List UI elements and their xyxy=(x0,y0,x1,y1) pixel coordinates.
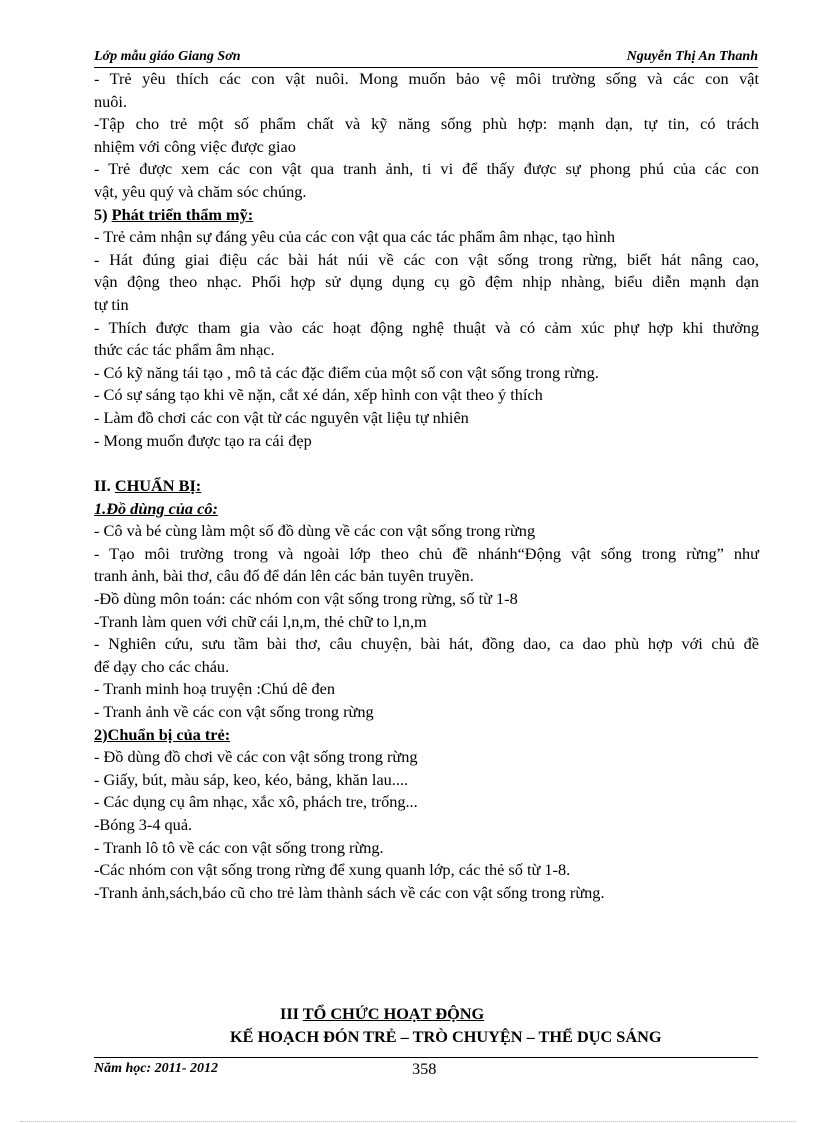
text-line: - Mong muốn được tạo ra cái đẹp xyxy=(94,430,312,450)
footer-school-year: Năm học: 2011- 2012 xyxy=(94,1061,219,1076)
header-school: Lớp mẫu giáo Giang Sơn xyxy=(94,49,241,64)
text-line: - Trẻ yêu thích các con vật nuôi. Mong muốn bảo vệ môi trường sống và các con vật xyxy=(94,69,759,88)
subsection-child-materials-title: 2)Chuẩn bị của trẻ: xyxy=(94,724,231,744)
text-line: nhiệm với công việc được giao xyxy=(94,136,296,156)
page-footer xyxy=(94,1061,758,1081)
text-line: - Giấy, bút, màu sáp, keo, kéo, bảng, khăn lau.... xyxy=(94,769,409,789)
page-number: 358 xyxy=(412,1059,437,1078)
text-line: - Làm đồ chơi các con vật từ các nguyên vật liệu tự nhiên xyxy=(94,407,469,427)
text-line: - Trẻ cảm nhận sự đáng yêu của các con vật qua các tác phẩm âm nhạc, tạo hình xyxy=(94,227,616,247)
text-line: tự tin xyxy=(94,294,129,314)
section-3-subtitle: KẾ HOẠCH ĐÓN TRẺ – TRÒ CHUYỆN – THỂ DỤC SÁNG xyxy=(230,1027,662,1046)
text-line: -Tập cho trẻ một số phẩm chất và kỹ năng sống phù hợp: mạnh dạn, tự tin, có trách xyxy=(94,114,759,134)
text-line: - Tranh minh hoạ truyện :Chú dê đen xyxy=(94,679,336,699)
section-2-number: II. xyxy=(94,476,111,496)
page-bottom-dotted-rule xyxy=(20,1121,796,1122)
text-line: - Đồ dùng đồ chơi về các con vật sống trong rừng xyxy=(94,747,418,767)
text-line: thức các tác phẩm âm nhạc. xyxy=(94,340,275,360)
text-line: - Tạo môi trường trong và ngoài lớp theo chủ đề nhánh“Động vật sống trong rừng” như xyxy=(94,543,759,563)
text-line: -Các nhóm con vật sống trong rừng để xung quanh lớp, các thẻ số từ 1-8. xyxy=(94,860,571,880)
section-5-title: Phát triển thẩm mỹ: xyxy=(111,204,254,224)
header-author: Nguyễn Thị An Thanh xyxy=(626,49,758,64)
text-line: - Có sự sáng tạo khi vẽ nặn, cắt xé dán, xếp hình con vật theo ý thích xyxy=(94,385,543,405)
text-line: - Có kỹ năng tái tạo , mô tả các đặc điểm của một số con vật sống trong rừng. xyxy=(94,362,599,382)
section-3-number: III xyxy=(280,1004,300,1023)
footer-rule xyxy=(94,1057,758,1058)
text-line: tranh ảnh, bài thơ, câu đố để dán lên các bản tuyên truyền. xyxy=(94,566,474,586)
subsection-teacher-materials-title: 1.Đồ dùng của cô: xyxy=(94,498,218,518)
text-line: -Tranh làm quen với chữ cái l,n,m, thẻ chữ to l,n,m xyxy=(94,611,427,631)
document-body xyxy=(94,68,759,904)
section-5-heading xyxy=(94,204,759,227)
section-2-title: CHUẨN BỊ: xyxy=(114,476,202,496)
spacer xyxy=(94,452,759,475)
section-5-number: 5) xyxy=(94,204,108,224)
text-line: để dạy cho các cháu. xyxy=(94,656,230,676)
text-line: -Tranh ảnh,sách,báo cũ cho trẻ làm thành sách về các con vật sống trong rừng. xyxy=(94,882,605,902)
section-2-heading xyxy=(94,475,759,498)
section-3-title: TỔ CHỨC HOẠT ĐỘNG xyxy=(302,1004,485,1023)
section-3-heading xyxy=(280,1004,484,1024)
text-line: - Thích được tham gia vào các hoạt động nghệ thuật và có cảm xúc phự hợp khi thưởng xyxy=(94,317,759,337)
text-line: - Các dụng cụ âm nhạc, xắc xô, phách tre, trống... xyxy=(94,792,418,812)
text-line: -Bóng 3-4 quả. xyxy=(94,815,193,834)
text-line: - Cô và bé cùng làm một số đồ dùng về các con vật sống trong rừng xyxy=(94,521,536,541)
page-header xyxy=(94,49,758,69)
text-line: - Tranh lô tô về các con vật sống trong rừng. xyxy=(94,837,384,857)
text-line: -Đồ dùng môn toán: các nhóm con vật sống trong rừng, số từ 1-8 xyxy=(94,589,518,609)
text-line: - Nghiên cứu, sưu tầm bài thơ, câu chuyện, bài hát, đồng dao, ca dao phù hợp với chủ đề xyxy=(94,634,759,654)
text-line: vận động theo nhạc. Phối hợp sử dụng dụng cụ gõ đệm nhịp nhàng, biểu diễn mạnh dạn xyxy=(94,272,759,292)
text-line: - Trẻ được xem các con vật qua tranh ảnh, ti vi để thấy được sự phong phú của các con xyxy=(94,159,759,179)
text-line: - Hát đúng giai điệu các bài hát núi về các con vật sống trong rừng, biết hát nâng cao, xyxy=(94,249,759,269)
text-line: nuôi. xyxy=(94,91,128,111)
text-line: vật, yêu quý và chăm sóc chúng. xyxy=(94,181,307,201)
text-line: - Tranh ảnh về các con vật sống trong rừng xyxy=(94,702,374,722)
